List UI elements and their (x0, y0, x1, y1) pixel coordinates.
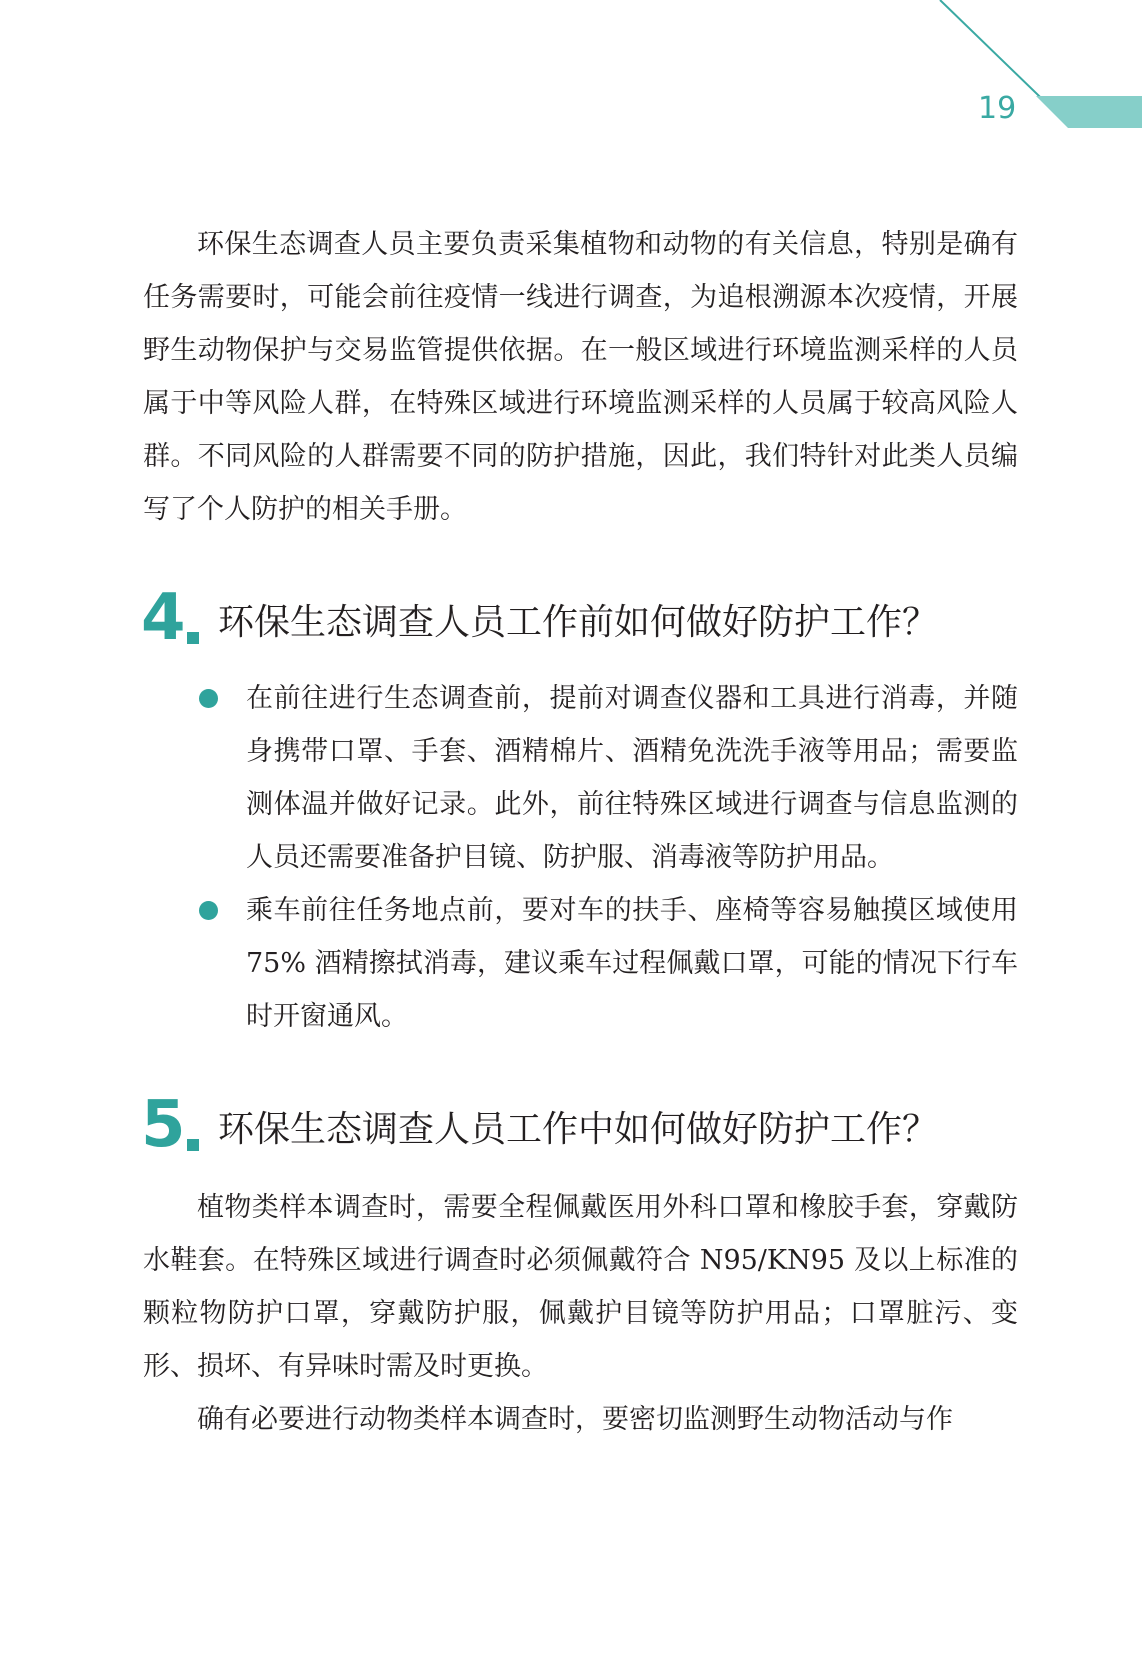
bullet-item (143, 884, 1018, 1043)
intro-paragraph: 环保生态调查人员主要负责采集植物和动物的有关信息，特别是确有任务需要时，可能会前往疫情一线进行调查，为追根溯源本次疫情，开展野生动物保护与交易监管提供依据。在一般区域进行环境监测采样的人员属于中等风险人群，在特殊区域进行环境监测采样的人员属于较高风险人群。不同风险的人群需要不同的防护措施，因此，我们特针对此类人员编写了个人防护的相关手册。 (143, 229, 1018, 525)
section-4-heading (143, 580, 1018, 660)
page-number: 19 (978, 91, 1017, 126)
section-title: 环保生态调查人员工作中如何做好防护工作？ (218, 1109, 939, 1150)
corner-decoration (0, 0, 1142, 140)
section-number: 4 (141, 581, 186, 655)
section-title: 环保生态调查人员工作前如何做好防护工作？ (218, 602, 939, 643)
bullet-item (143, 672, 1018, 884)
main-content (143, 218, 1018, 1446)
bullet-dot-icon (199, 901, 218, 920)
section-number: 5 (141, 1088, 186, 1162)
bullet-text: 在前往进行生态调查前，提前对调查仪器和工具进行消毒，并随身携带口罩、手套、酒精棉片、酒精免洗洗手液等用品；需要监测体温并做好记录。此外，前往特殊区域进行调查与信息监测的人员还需要准备护目镜、防护服、消毒液等防护用品。 (246, 683, 1018, 873)
section-number-dot (187, 1139, 199, 1151)
body-paragraph: 确有必要进行动物类样本调查时，要密切监测野生动物活动与作 (197, 1404, 953, 1435)
section-4-bullet-list (143, 672, 1018, 1043)
section-5-heading (143, 1087, 1018, 1167)
body-paragraph: 植物类样本调查时，需要全程佩戴医用外科口罩和橡胶手套，穿戴防水鞋套。在特殊区域进行调查时必须佩戴符合 N95/KN95 及以上标准的颗粒物防护口罩，穿戴防护服，佩戴护目镜等防护用品；口罩脏污、变形、损坏、有异味时需及时更换。 (143, 1192, 1018, 1382)
corner-teal-tab (1036, 96, 1142, 128)
section-number-dot (187, 632, 199, 644)
bullet-text: 乘车前往任务地点前，要对车的扶手、座椅等容易触摸区域使用 75% 酒精擦拭消毒，建议乘车过程佩戴口罩，可能的情况下行车时开窗通风。 (246, 895, 1018, 1032)
bullet-dot-icon (199, 689, 218, 708)
